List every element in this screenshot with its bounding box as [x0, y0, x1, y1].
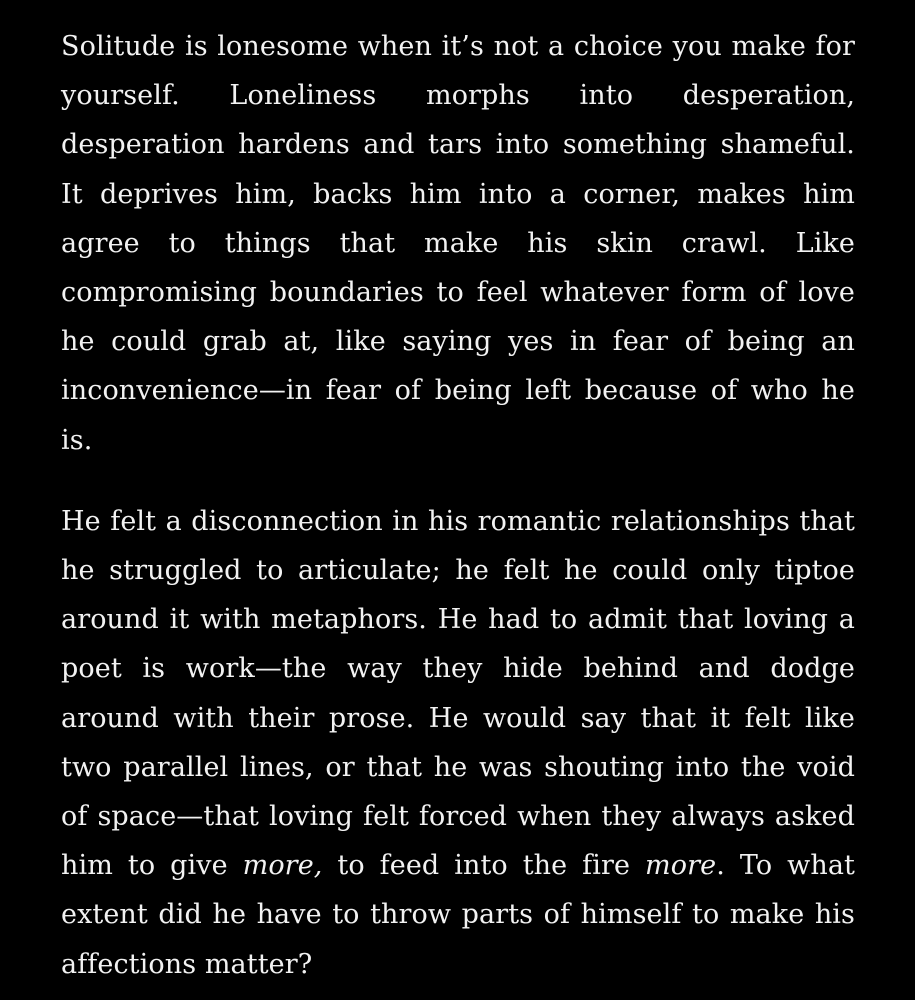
paragraph-2-emphasis-2: more: [645, 850, 717, 882]
paragraph-2-text-3: . To what extent did he have to throw parts of himself to make his affections matter?: [61, 850, 855, 980]
paragraph-1: Solitude is lonesome when it’s not a choice you make for yourself. Loneliness morphs into desperation, desperation hardens and tars into something shameful. It deprives him, backs him into a corner, makes him agree to things that make his skin crawl. Like compromising boundaries to feel whatever form of love he could grab at, like saying yes in fear of being an inconvenience—in fear of being left because of who he is.: [61, 31, 855, 456]
document-page: [61, 22, 855, 989]
paragraph-2-text-1: He felt a disconnection in his romantic relationships that he struggled to articulate; he felt he could only tiptoe around it with metaphors. He had to admit that loving a poet is work—the way they hide behind and dodge around with their prose. He would say that it felt like two parallel lines, or that he was shouting into the void of space—that loving felt forced when they always asked him to give: [61, 505, 855, 882]
paragraph-2: [61, 497, 855, 989]
paragraph-2-text-2: to feed into the fire: [322, 850, 646, 882]
paragraph-2-emphasis-1: more,: [242, 850, 323, 882]
